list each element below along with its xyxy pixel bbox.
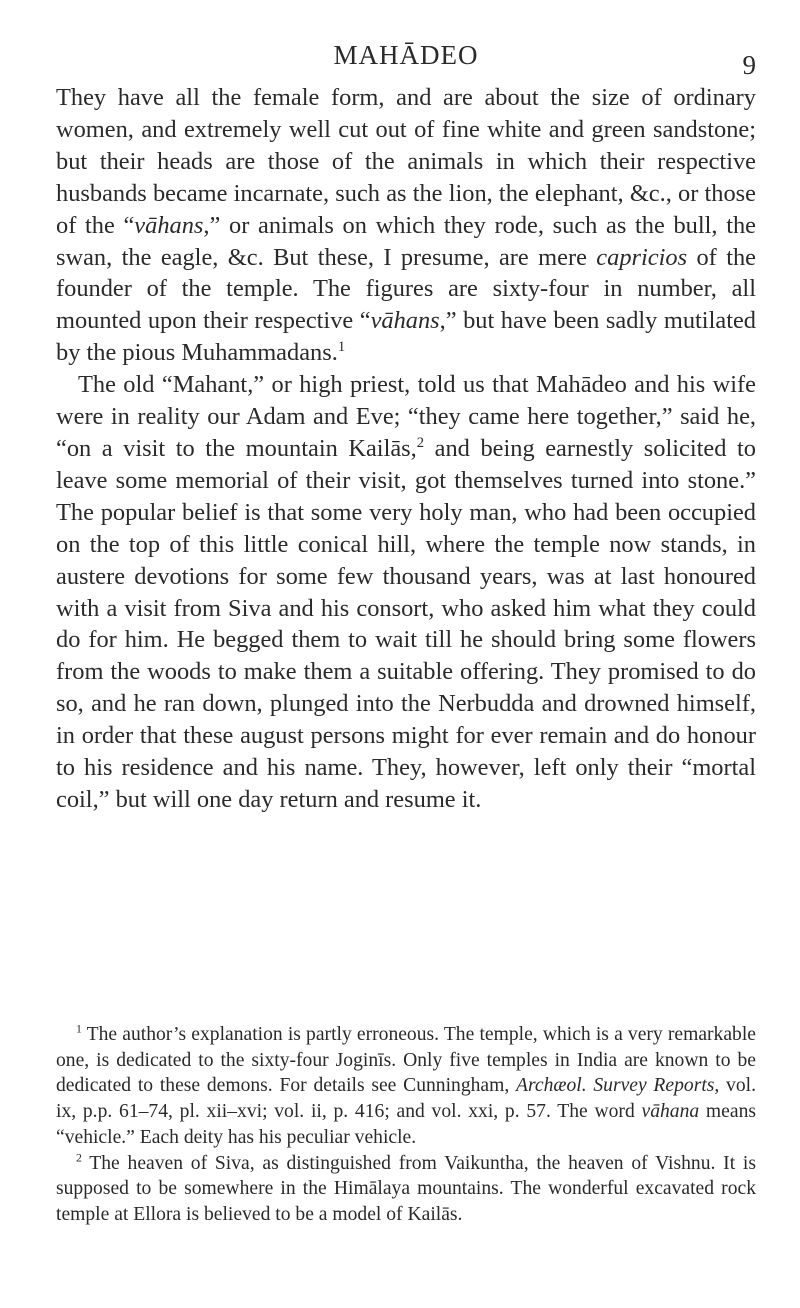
text-run: The author’s explanation is partly erroneous. The temple, which is a very remarkable one, is dedicated to the sixty-four Joginīs. Only five temples in India are known to be dedicated to these demons. For details see Cunningham, bbox=[56, 1024, 756, 1097]
text-run: of the founder of the temple. The figures are sixty-four in number, all mounted upon their respective “ bbox=[56, 243, 756, 335]
footnote-mark: 2 bbox=[76, 1150, 82, 1164]
footnote bbox=[56, 1022, 756, 1151]
italic-term: vāhans bbox=[370, 307, 440, 335]
text-run: ,” but have been sadly mutilated by the pious Muhammadans. bbox=[56, 307, 756, 367]
page-number: 9 bbox=[742, 50, 756, 80]
italic-term: capricios bbox=[596, 243, 688, 271]
text-run: The heaven of Siva, as distinguished from Vaikuntha, the heaven of Vishnu. It is supposed to be somewhere in the Himālaya mountains. The wonderful excavated rock temple at Ellora is believed to be a model of Kailās. bbox=[56, 1152, 756, 1225]
text-run: and being earnestly solicited to leave some memorial of their visit, got themselves turned into stone.” The popular belief is that some very holy man, who had been occupied on the top of this little conical hill, where the temple now stands, in austere devotions for some few thousand years, was at last honoured with a visit from Siva and his consort, who asked him what they could do for him. He begged them to wait till he should bring some flowers from the woods to make them a suitable offering. They promised to do so, and he ran down, plunged into the Nerbudda and drowned himself, in order that these august persons might for ever remain and do honour to his residence and his name. They, however, left only their “mortal coil,” but will one day return and resume it. bbox=[56, 434, 756, 813]
footnotes bbox=[56, 1022, 756, 1228]
italic-term: Archæol. Survey Reports bbox=[516, 1075, 715, 1097]
italic-term: vāhans bbox=[134, 211, 204, 239]
book-page bbox=[56, 0, 756, 1308]
footnote-ref: 2 bbox=[416, 434, 425, 451]
text-run: They have all the female form, and are about the size of ordinary women, and extremely well cut out of fine white and green sandstone; but their heads are those of the animals in which their respective husbands became incarnate, such as the lion, the elephant, &c., or those of the “ bbox=[56, 84, 756, 239]
footnote bbox=[56, 1151, 756, 1228]
text-run: ,” or animals on which they rode, such as the bull, the swan, the eagle, &c. But these, I presume, are mere bbox=[56, 211, 756, 271]
text-run: The old “Mahant,” or high priest, told us that Mahādeo and his wife were in reality our Adam and Eve; “they came here together,” said he, “on a visit to the mountain Kailās, bbox=[56, 371, 756, 462]
paragraph bbox=[56, 82, 756, 369]
footnote-ref: 1 bbox=[337, 339, 346, 356]
italic-term: vāhana bbox=[641, 1101, 700, 1123]
main-text bbox=[56, 82, 756, 816]
paragraph bbox=[56, 369, 756, 816]
text-run: , vol. ix, p.p. 61–74, pl. xii–xvi; vol. ii, p. 416; and vol. xxi, p. 57. The word bbox=[56, 1075, 756, 1123]
running-title: MAHĀDEO bbox=[333, 40, 479, 70]
footnote-mark: 1 bbox=[76, 1022, 82, 1036]
text-run: means “vehicle.” Each deity has his peculiar vehicle. bbox=[56, 1101, 756, 1148]
